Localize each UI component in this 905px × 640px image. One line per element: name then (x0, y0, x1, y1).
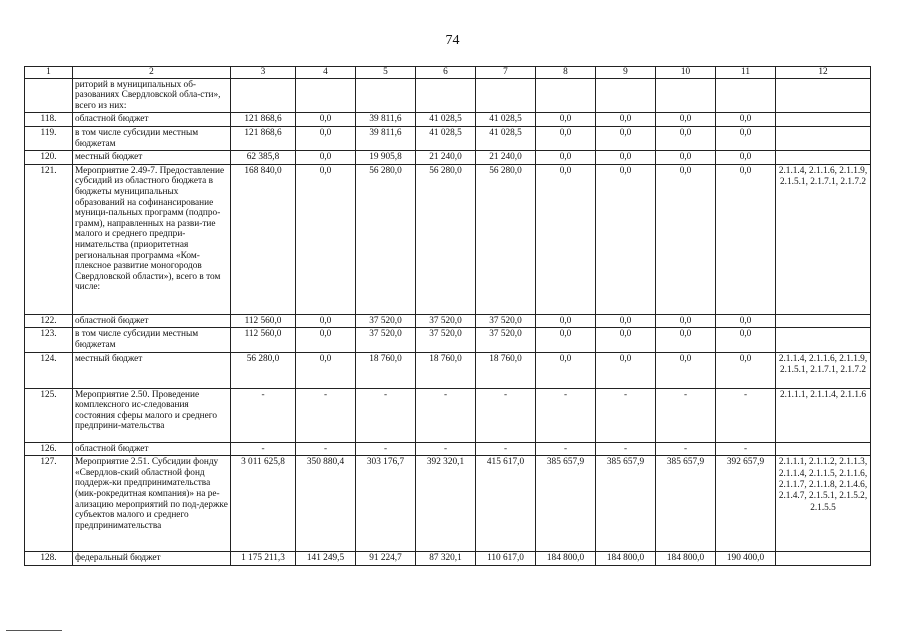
value-cell: - (416, 388, 476, 442)
value-cell: 37 520,0 (476, 314, 536, 328)
row-number: 126. (25, 442, 73, 456)
value-cell (416, 78, 476, 113)
header-cell: 7 (476, 67, 536, 79)
value-cell: 91 224,7 (356, 552, 416, 566)
table-row (25, 328, 871, 352)
value-cell: 392 657,9 (716, 456, 776, 552)
row-codes (776, 314, 871, 328)
row-description: областной бюджет (73, 442, 231, 456)
value-cell: 0,0 (596, 113, 656, 127)
row-description: местный бюджет (73, 151, 231, 165)
value-cell: 0,0 (296, 164, 356, 314)
header-cell: 4 (296, 67, 356, 79)
value-cell: 0,0 (296, 113, 356, 127)
value-cell: 0,0 (536, 113, 596, 127)
row-codes: 2.1.1.4, 2.1.1.6, 2.1.1.9, 2.1.5.1, 2.1.7.1, 2.1.7.2 (776, 164, 871, 314)
value-cell: 168 840,0 (231, 164, 296, 314)
value-cell: 37 520,0 (356, 328, 416, 352)
value-cell: 184 800,0 (656, 552, 716, 566)
value-cell: 0,0 (536, 164, 596, 314)
value-cell: 21 240,0 (476, 151, 536, 165)
value-cell: 0,0 (596, 151, 656, 165)
value-cell: 3 011 625,8 (231, 456, 296, 552)
value-cell: 0,0 (656, 328, 716, 352)
row-codes: 2.1.1.1, 2.1.1.4, 2.1.1.6 (776, 388, 871, 442)
row-description: Мероприятие 2.49-7. Предоставление субсидий из областного бюджета в бюджеты муниципальных образований на софинансирование муници-пальных программ (подпро-грамм), направленных на разви-тие малого и среднего предпри-нимательства (приоритетная региональная программа «Ком-плексное развитие моногородов Свердловской области»), всего в том числе: (73, 164, 231, 314)
value-cell: - (296, 442, 356, 456)
value-cell: 0,0 (716, 328, 776, 352)
row-codes (776, 442, 871, 456)
row-description: областной бюджет (73, 113, 231, 127)
value-cell: - (416, 442, 476, 456)
page-number: 74 (445, 33, 460, 48)
value-cell: 0,0 (536, 126, 596, 150)
value-cell: 184 800,0 (536, 552, 596, 566)
header-row (25, 67, 871, 79)
header-cell: 8 (536, 67, 596, 79)
value-cell: 41 028,5 (476, 113, 536, 127)
value-cell: - (356, 388, 416, 442)
row-description: областной бюджет (73, 314, 231, 328)
value-cell: 19 905,8 (356, 151, 416, 165)
value-cell: 56 280,0 (356, 164, 416, 314)
value-cell (536, 78, 596, 113)
value-cell: 112 560,0 (231, 328, 296, 352)
header-cell: 11 (716, 67, 776, 79)
value-cell: 18 760,0 (356, 352, 416, 388)
value-cell: - (656, 442, 716, 456)
row-number: 121. (25, 164, 73, 314)
value-cell: 121 868,6 (231, 126, 296, 150)
header-cell: 10 (656, 67, 716, 79)
value-cell: 0,0 (296, 328, 356, 352)
value-cell: 392 320,1 (416, 456, 476, 552)
row-number: 124. (25, 352, 73, 388)
value-cell (716, 78, 776, 113)
value-cell: - (536, 388, 596, 442)
value-cell: 0,0 (656, 126, 716, 150)
row-codes (776, 78, 871, 113)
value-cell: 0,0 (656, 352, 716, 388)
row-number: 122. (25, 314, 73, 328)
value-cell: - (356, 442, 416, 456)
row-description: федеральный бюджет (73, 552, 231, 566)
value-cell: 0,0 (296, 151, 356, 165)
value-cell (231, 78, 296, 113)
table-row (25, 78, 871, 113)
table-row (25, 151, 871, 165)
value-cell: - (716, 388, 776, 442)
value-cell: 0,0 (536, 352, 596, 388)
value-cell: 0,0 (656, 314, 716, 328)
row-codes: 2.1.1.1, 2.1.1.2, 2.1.1.3, 2.1.1.4, 2.1.1.5, 2.1.1.6, 2.1.1.7, 2.1.1.8, 2.1.4.6, 2.1.4.7, 2.1.5.1, 2.1.5.2, 2.1.5.5 (776, 456, 871, 552)
row-codes (776, 328, 871, 352)
row-number: 123. (25, 328, 73, 352)
value-cell: 0,0 (656, 164, 716, 314)
value-cell: 190 400,0 (716, 552, 776, 566)
value-cell: 62 385,8 (231, 151, 296, 165)
value-cell: 0,0 (296, 314, 356, 328)
header-cell: 2 (73, 67, 231, 79)
value-cell: 110 617,0 (476, 552, 536, 566)
value-cell: 121 868,6 (231, 113, 296, 127)
row-description: риторий в муниципальных об-разованиях Свердловской обла-сти», всего из них: (73, 78, 231, 113)
table-row (25, 113, 871, 127)
value-cell: 385 657,9 (596, 456, 656, 552)
row-number: 125. (25, 388, 73, 442)
row-codes: 2.1.1.4, 2.1.1.6, 2.1.1.9, 2.1.5.1, 2.1.7.1, 2.1.7.2 (776, 352, 871, 388)
value-cell: 0,0 (716, 126, 776, 150)
value-cell (656, 78, 716, 113)
value-cell: 0,0 (716, 113, 776, 127)
value-cell: 184 800,0 (596, 552, 656, 566)
budget-table (24, 66, 871, 566)
row-description: в том числе субсидии местным бюджетам (73, 328, 231, 352)
value-cell: 0,0 (656, 151, 716, 165)
value-cell: 37 520,0 (476, 328, 536, 352)
table-row (25, 164, 871, 314)
value-cell: 415 617,0 (476, 456, 536, 552)
value-cell (296, 78, 356, 113)
value-cell: 41 028,5 (416, 113, 476, 127)
value-cell: 37 520,0 (416, 314, 476, 328)
row-description: Мероприятие 2.50. Проведение комплексного ис-следования состояния сферы малого и среднего предприни-мательства (73, 388, 231, 442)
value-cell: - (716, 442, 776, 456)
value-cell: - (231, 388, 296, 442)
value-cell (476, 78, 536, 113)
value-cell: 0,0 (596, 126, 656, 150)
value-cell: - (536, 442, 596, 456)
row-number: 127. (25, 456, 73, 552)
value-cell: 37 520,0 (356, 314, 416, 328)
value-cell: 0,0 (716, 151, 776, 165)
value-cell: 0,0 (596, 164, 656, 314)
value-cell: 56 280,0 (416, 164, 476, 314)
value-cell: 0,0 (536, 328, 596, 352)
value-cell: - (596, 442, 656, 456)
value-cell: 0,0 (296, 126, 356, 150)
row-number (25, 78, 73, 113)
header-cell: 9 (596, 67, 656, 79)
value-cell: 0,0 (596, 352, 656, 388)
table-row (25, 552, 871, 566)
value-cell: 0,0 (716, 352, 776, 388)
table-row (25, 442, 871, 456)
value-cell: 112 560,0 (231, 314, 296, 328)
header-cell: 1 (25, 67, 73, 79)
value-cell: 385 657,9 (656, 456, 716, 552)
value-cell: 18 760,0 (476, 352, 536, 388)
row-description: в том числе субсидии местным бюджетам (73, 126, 231, 150)
row-description: местный бюджет (73, 352, 231, 388)
row-number: 120. (25, 151, 73, 165)
row-description: Мероприятие 2.51. Субсидии фонду «Свердлов-ский областной фонд поддерж-ки предпринимательства (мик-рокредитная компания)» на ре-ализацию мероприятий по под-держке субъектов малого и среднего предпринимательства (73, 456, 231, 552)
value-cell (596, 78, 656, 113)
value-cell: 21 240,0 (416, 151, 476, 165)
value-cell: 0,0 (596, 328, 656, 352)
table-row (25, 388, 871, 442)
value-cell: - (231, 442, 296, 456)
value-cell: - (596, 388, 656, 442)
value-cell: 303 176,7 (356, 456, 416, 552)
value-cell: 37 520,0 (416, 328, 476, 352)
value-cell: 350 880,4 (296, 456, 356, 552)
value-cell: - (656, 388, 716, 442)
row-codes (776, 552, 871, 566)
value-cell: 0,0 (596, 314, 656, 328)
value-cell: 0,0 (296, 352, 356, 388)
value-cell: 18 760,0 (416, 352, 476, 388)
value-cell: 1 175 211,3 (231, 552, 296, 566)
value-cell: 385 657,9 (536, 456, 596, 552)
header-cell: 3 (231, 67, 296, 79)
header-cell: 5 (356, 67, 416, 79)
value-cell: 39 811,6 (356, 126, 416, 150)
value-cell: 56 280,0 (476, 164, 536, 314)
table-row (25, 314, 871, 328)
value-cell: - (296, 388, 356, 442)
value-cell: - (476, 388, 536, 442)
value-cell: 141 249,5 (296, 552, 356, 566)
value-cell: 0,0 (656, 113, 716, 127)
row-number: 118. (25, 113, 73, 127)
value-cell: 39 811,6 (356, 113, 416, 127)
row-codes (776, 126, 871, 150)
row-codes (776, 151, 871, 165)
table-row (25, 352, 871, 388)
header-cell: 6 (416, 67, 476, 79)
table-row (25, 126, 871, 150)
value-cell: 41 028,5 (476, 126, 536, 150)
row-codes (776, 113, 871, 127)
value-cell: 56 280,0 (231, 352, 296, 388)
row-number: 128. (25, 552, 73, 566)
header-cell: 12 (776, 67, 871, 79)
footer-line (6, 630, 62, 631)
table-row (25, 456, 871, 552)
value-cell: - (476, 442, 536, 456)
value-cell: 87 320,1 (416, 552, 476, 566)
value-cell (356, 78, 416, 113)
value-cell: 0,0 (716, 164, 776, 314)
value-cell: 0,0 (536, 314, 596, 328)
value-cell: 0,0 (536, 151, 596, 165)
value-cell: 0,0 (716, 314, 776, 328)
value-cell: 41 028,5 (416, 126, 476, 150)
row-number: 119. (25, 126, 73, 150)
